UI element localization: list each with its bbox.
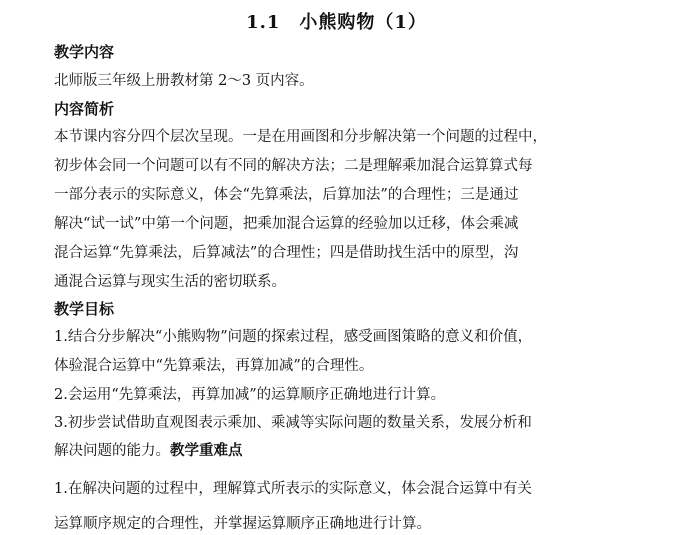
content-summary-line: 一部分表示的实际意义，体会“先算乘法，后算加法”的合理性；三是通过: [54, 187, 519, 203]
content-summary-line: 解决“试一试”中第一个问题，把乘加混合运算的经验加以迁移，体会乘减: [54, 216, 519, 232]
content-summary-line: 通混合运算与现实生活的密切联系。: [54, 274, 286, 290]
teaching-goals-line: 1.结合分步解决“小熊购物”问题的探索过程，感受画图策略的意义和价值，: [54, 329, 533, 345]
teaching-goals-line: 体验混合运算中“先算乘法，再算加减”的合理性。: [54, 358, 374, 374]
section-heading-key-difficulties: 教学重难点: [170, 442, 243, 459]
key-difficulties-line: 1.在解决问题的过程中，理解算式所表示的实际意义，体会混合运算中有关: [54, 481, 532, 497]
section-heading-content-summary: 内容简析: [54, 100, 115, 118]
content-summary-line: 混合运算“先算乘法，后算减法”的合理性；四是借助找生活中的原型，沟: [54, 245, 519, 261]
content-summary-line: 初步体会同一个问题可以有不同的解决方法；二是理解乘加混合运算算式每: [54, 158, 533, 174]
section-heading-teaching-content: 教学内容: [54, 43, 115, 61]
key-difficulties-line: 运算顺序规定的合理性，并掌握运算顺序正确地进行计算。: [54, 516, 431, 532]
teaching-goals-line-text: 解决问题的能力。: [54, 443, 170, 459]
document-title: 1.1 小熊购物（1）: [246, 12, 427, 33]
content-summary-line: 本节课内容分四个层次呈现。一是在用画图和分步解决第一个问题的过程中，: [54, 129, 547, 145]
teaching-goals-line: 2.会运用“先算乘法，再算加减”的运算顺序正确地进行计算。: [54, 387, 446, 403]
section-heading-teaching-goals: 教学目标: [54, 300, 115, 318]
teaching-goals-last-line: [54, 439, 243, 460]
teaching-content-line: 北师版三年级上册教材第 2～3 页内容。: [54, 73, 314, 89]
teaching-goals-line: 3.初步尝试借助直观图表示乘加、乘减等实际问题的数量关系，发展分析和: [54, 415, 532, 431]
